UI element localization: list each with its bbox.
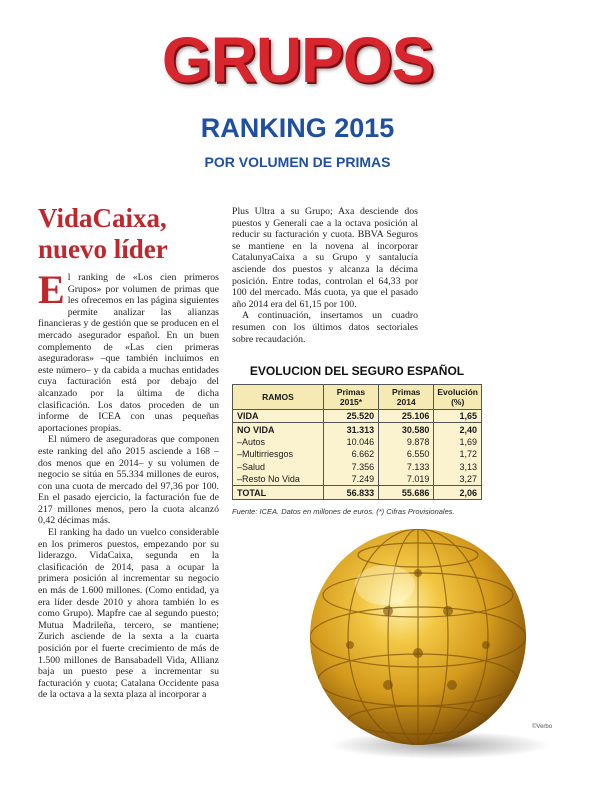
- cell-primas-2015: 7.356: [323, 461, 378, 473]
- cell-ramo: –Multirriesgos: [233, 448, 324, 460]
- cell-primas-2014: 9.878: [379, 436, 434, 448]
- cell-evolucion: 3,27: [434, 473, 482, 486]
- article-paragraph: El número de aseguradoras que componen este ranking del año 2015 asciende a 168 –dos menos que en 2014– y su volumen de negocio se sitúa en 55.334 millones de euros, con una cuota de mercado del 97,36 por 100. En el pasado ejercicio, la facturación fue de 217 millones menos, pero la cuota alcanzó 0,42 décimas más.: [38, 434, 219, 527]
- cell-primas-2014: 25.106: [379, 410, 434, 423]
- cell-primas-2015: 7.249: [323, 473, 378, 486]
- image-credit: ©Verbo: [532, 724, 553, 730]
- insurance-evolution-table: [232, 384, 482, 500]
- article-column-2: [232, 206, 418, 346]
- table-header-row: [233, 385, 482, 410]
- cell-ramo: NO VIDA: [233, 423, 324, 436]
- cell-ramo: –Autos: [233, 436, 324, 448]
- table-row: [233, 410, 482, 423]
- drop-cap: E: [38, 272, 65, 312]
- cell-primas-2014: 7.133: [379, 461, 434, 473]
- cell-primas-2015: 56.833: [323, 486, 378, 499]
- golden-puzzle-sphere-image: [290, 525, 553, 765]
- cell-evolucion: 3,13: [434, 461, 482, 473]
- cell-primas-2014: 30.580: [379, 423, 434, 436]
- table-row: [233, 461, 482, 473]
- cell-primas-2015: 25.520: [323, 410, 378, 423]
- column-header-primas-2014: Primas 2014: [379, 385, 434, 410]
- column-header-evolucion: Evolución (%): [434, 385, 482, 410]
- cell-primas-2014: 7.019: [379, 473, 434, 486]
- article-paragraph: [38, 272, 219, 434]
- cell-primas-2015: 10.046: [323, 436, 378, 448]
- table-source-note: Fuente: ICEA. Datos en millones de euros. (*) Cifras Provisionales.: [232, 507, 455, 516]
- headline-line-1: VidaCaixa,: [38, 203, 167, 233]
- headline-line-2: nuevo líder: [38, 234, 168, 264]
- article-paragraph: A continuación, insertamos un cuadro resumen con los últimos datos sectoriales sobre recaudación.: [232, 310, 418, 345]
- article-paragraph: El ranking ha dado un vuelco considerable en los primeros puestos, empezando por su liderazgo. VidaCaixa, segunda en la clasificación de 2014, pasa a ocupar la primera posición al incrementar su negocio en más de 1.600 millones. (Como entidad, ya era líder desde 2010 y ahora también lo es como Grupo). Mapfre cae al segundo puesto; Mutua Madrileña, tercero, se mantiene; Zurich asciende de la sexta a la cuarta posición por el fuerte crecimiento de más de 1.500 millones de Bansabadell Vida, Allianz baja un puesto pese a incrementar su facturación y cuota; Catalana Occidente pasa de la octava a la sexta plaza al incorporar a: [38, 527, 219, 701]
- table-row: [233, 473, 482, 486]
- column-header-ramos: RAMOS: [233, 385, 324, 410]
- table-row: [233, 436, 482, 448]
- paragraph-text: l ranking de «Los cien primeros Grupos» por volumen de primas que les ofrecemos en las página siguientes permite analizar las alianzas financieras y de gestión que se producen en el mercado asegurador español. En un buen complemento de «Las cien primeras aseguradoras» –que también incluimos en este número– y da cabida a muchas entidades cuya facturación está por debajo del alcanzado por la última de dicha clasificación. Los datos proceden de un informe de ICEA con unas pequeñas aportaciones propias.: [38, 272, 219, 434]
- table-title: EVOLUCION DEL SEGURO ESPAÑOL: [249, 364, 465, 378]
- article-headline: [38, 203, 218, 265]
- table-row: [233, 448, 482, 460]
- column-header-primas-2015: Primas 2015*: [323, 385, 378, 410]
- cell-primas-2014: 55.686: [379, 486, 434, 499]
- ranking-subtitle-secondary: POR VOLUMEN DE PRIMAS: [204, 154, 391, 170]
- cell-primas-2015: 31.313: [323, 423, 378, 436]
- cell-evolucion: 1,72: [434, 448, 482, 460]
- cell-primas-2014: 6.550: [379, 448, 434, 460]
- ranking-subtitle: RANKING 2015: [200, 113, 395, 143]
- cell-ramo: VIDA: [233, 410, 324, 423]
- cell-primas-2015: 6.662: [323, 448, 378, 460]
- table-row: [233, 423, 482, 436]
- cell-ramo: –Salud: [233, 461, 324, 473]
- article-paragraph: Plus Ultra a su Grupo; Axa desciende dos puestos y Generali cae a la octava posición al reducir su facturación y cuota. BBVA Seguros se mantiene en la novena al incorporar CatalunyaCaixa a su Grupo y santalucía asciende dos puestos y alcanza la décima posición. Entre todas, controlan el 64,33 por 100 del mercado. Más cuota, ya que el pasado año 2014 era del 61,15 por 100.: [232, 206, 418, 310]
- cell-evolucion: 2,40: [434, 423, 482, 436]
- cell-ramo: –Resto No Vida: [233, 473, 324, 486]
- article-column-1: [38, 272, 219, 712]
- cell-evolucion: 1,65: [434, 410, 482, 423]
- table-row-total: [233, 486, 482, 499]
- cell-ramo: TOTAL: [233, 486, 324, 499]
- cell-evolucion: 2,06: [434, 486, 482, 499]
- cell-evolucion: 1,69: [434, 436, 482, 448]
- section-title: GRUPOS: [161, 24, 434, 96]
